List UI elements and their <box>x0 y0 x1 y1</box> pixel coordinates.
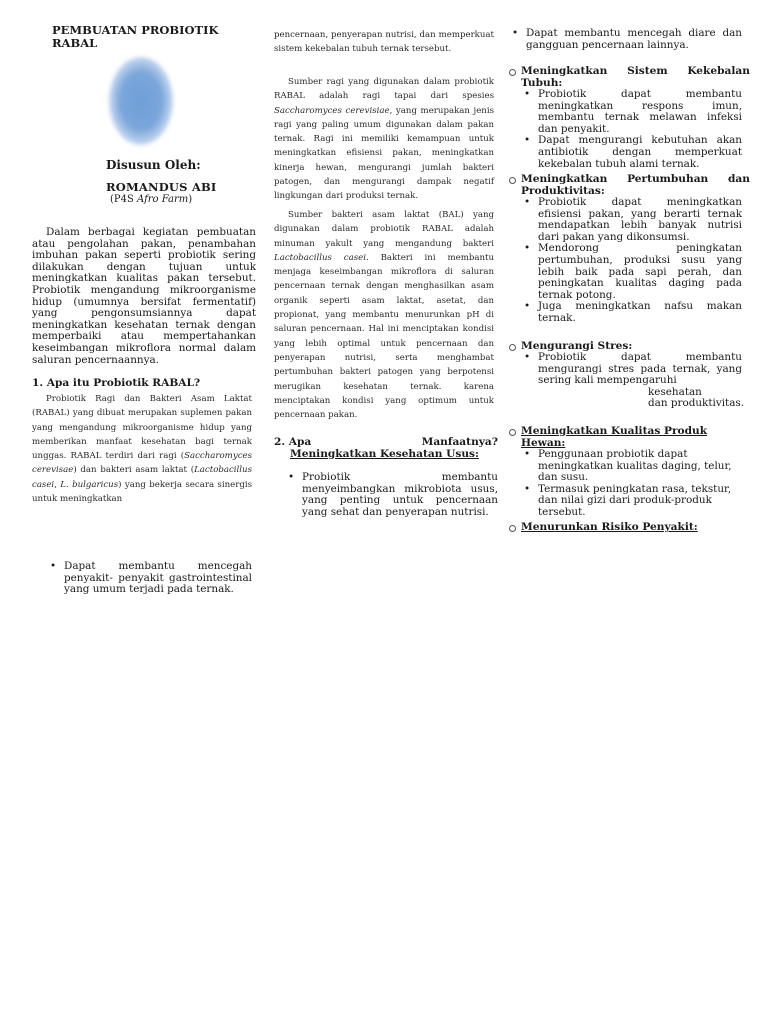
growth-list <box>520 197 742 325</box>
risk-section <box>508 521 750 533</box>
stress-section <box>508 340 750 410</box>
list-item: • Probiotik dapat meningkatkan efisiensi pakan, yang berarti ternak mendapatkan lebih banyak nutrisi dari pakan yang dikonsumsi. <box>520 197 742 243</box>
stress-list <box>520 352 742 387</box>
quality-section <box>508 425 750 519</box>
list-item: • Dapat mengurangi kebutuhan akan antibiotik dengan memperkuat kekebalan tubuh alami ternak. <box>520 135 742 170</box>
immune-section <box>508 65 750 170</box>
intro-paragraph: Dalam berbagai kegiatan pembuatan atau pengolahan pakan, penambahan imbuhan pakan seperti probiotik sering dilakukan dengan tujuan untuk meningkatkan kualitas pakan tersebut. Probiotik mengandung mikroorganisme hidup (umumnya bersifat fermentatif) yang pengonsumsiannya dapat meningkatkan kesehatan ternak dengan memperbaiki atau mempertahankan keseimbangan mikroflora normal dalam saluran pencernaannya. <box>32 226 256 366</box>
immune-heading: Meningkatkan Sistem Kekebalan Tubuh: <box>508 65 750 89</box>
list-item: • Termasuk peningkatan rasa, tekstur, dan nilai gizi dari produk-produk tersebut. <box>520 484 742 519</box>
quality-heading-text: Meningkatkan Kualitas Produk Hewan: <box>521 425 708 449</box>
list-item: • Dapat membantu mencegah penyakit- penyakit gastrointestinal yang umum terjadi pada ternak. <box>46 561 252 596</box>
risk-heading-text: Menurunkan Risiko Penyakit: <box>521 521 698 533</box>
list-item: • Probiotik dapat membantu meningkatkan respons imun, membantu ternak melawan infeksi dan penyakit. <box>520 89 742 135</box>
document-title: PEMBUATAN PROBIOTIK RABAL <box>52 23 219 50</box>
section1-paragraph-continued: pencernaan, penyerapan nutrisi, dan memperkuat sistem kekebalan tubuh ternak tersebut. <box>274 30 494 55</box>
quality-list <box>520 449 742 519</box>
list-item: • Probiotik dapat membantu mengurangi stres pada ternak, yang sering kali mempengaruhi <box>520 352 742 387</box>
list-item: • Mendorong peningkatan pertumbuhan, produksi susu yang lebih baik pada sapi perah, dan peningkatan kualitas daging pada ternak potong. <box>520 243 742 301</box>
section2-title: Manfaatnya? <box>421 436 498 448</box>
org-prefix: (P4S <box>110 194 138 205</box>
list-item: • Probiotik membantu menyeimbangkan mikrobiota usus, yang penting untuk pencernaan yang sehat dan penyerapan nutrisi. <box>284 472 498 518</box>
section2-heading <box>274 436 498 460</box>
blurred-blue-logo-icon <box>109 57 173 145</box>
org-name: Afro Farm <box>137 194 189 205</box>
ragi-paragraph: Sumber ragi yang digunakan dalam probiotik RABAL adalah ragi tapai dari spesies Saccharomyces cerevisiae, yang merupakan jenis ragi yang paling umum digunakan dalam pakan ternak. Ragi ini memiliki kemampuan untuk meningkatkan efisiensi pakan, meningkatkan kinerja hewan, mengurangi jumlah bakteri patogen, dan mengurangi dampak negatif lingkungan dari produksi ternak. <box>274 77 494 202</box>
list-item: • Dapat membantu mencegah diare dan gangguan pencernaan lainnya. <box>508 28 742 51</box>
byline-label: Disusun Oleh: <box>106 158 201 172</box>
section2-bullet-list <box>284 472 498 518</box>
list-item: • Penggunaan probiotik dapat meningkatkan kualitas daging, telur, dan susu. <box>520 449 742 484</box>
bal-paragraph: Sumber bakteri asam laktat (BAL) yang digunakan dalam probiotik RABAL adalah minuman yakult yang mengandung bakteri Lactobacillus casei. Bakteri ini membantu menjaga keseimbangan mikroflora di saluran pencernaan ternak dengan menghasilkan asam organik seperti asam laktat, asetat, dan propionat, yang membantu menurunkan pH di saluran pencernaan. Hal ini menciptakan kondisi yang lebih optimal untuk pencernaan dan penyerapan nutrisi, serta menghambat pertumbuhan bakteri patogen yang berpotensi merugikan kesehatan ternak. karena menciptakan kondisi yang optimum untuk pencernaan pakan. <box>274 210 494 421</box>
section2-subheading: Meningkatkan Kesehatan Usus: <box>290 448 479 460</box>
growth-section <box>508 173 750 325</box>
list-item: • Juga meningkatkan nafsu makan ternak. <box>520 301 742 324</box>
stress-tail-2: dan produktivitas. <box>648 397 745 410</box>
stress-heading: Mengurangi Stres: <box>508 340 750 352</box>
growth-heading: Meningkatkan Pertumbuhan dan Produktivitas: <box>508 173 750 197</box>
stress-tail-1: kesehatan <box>648 385 702 398</box>
section1-paragraph: Probiotik Ragi dan Bakteri Asam Laktat (RABAL) yang dibuat merupakan suplemen pakan yang mengandung mikroorganisme hidup yang memberikan manfaat kesehatan bagi ternak unggas. RABAL terdiri dari ragi (Saccharomyces cerevisae) dan bakteri asam laktat (Lactobacillus casei, L. bulgaricus) yang bekerja secara sinergis untuk meningkatkan <box>32 394 252 505</box>
gut-health-bullet-list <box>508 28 742 51</box>
org-suffix: ) <box>188 194 193 205</box>
author-name: ROMANDUS ABI <box>106 180 217 194</box>
section1-heading: 1. Apa itu Probiotik RABAL? <box>32 377 201 389</box>
risk-heading <box>508 521 750 533</box>
section1-bullet-list <box>46 561 252 596</box>
organization <box>110 194 192 205</box>
quality-heading <box>508 425 750 449</box>
immune-list <box>520 89 742 170</box>
section2-number: 2. Apa <box>274 436 312 448</box>
